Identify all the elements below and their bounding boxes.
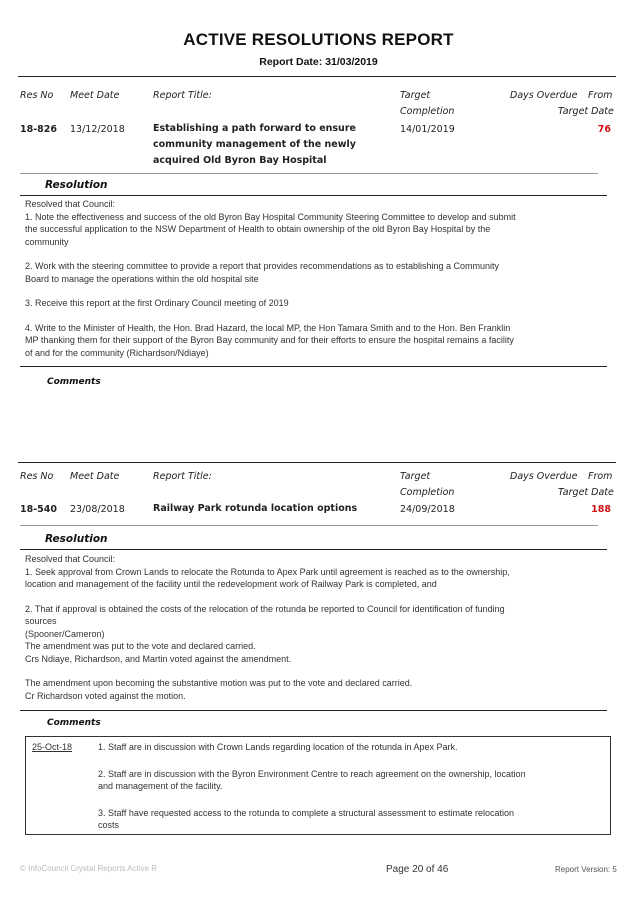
col-target-date: Target Date (558, 487, 614, 498)
report-version: Report Version: 5 (555, 865, 617, 874)
resolution-text (25, 553, 605, 702)
col-from: From (588, 90, 613, 101)
report-title-cell (153, 501, 393, 517)
comment-items (98, 741, 598, 832)
resolution-line: sources (25, 616, 57, 626)
resolution-line: location and management of the facility until the redevelopment work of Railway Park is completed, and (25, 579, 437, 589)
col-res-no: Res No (20, 471, 54, 482)
title-line: Railway Park rotunda location options (153, 503, 358, 514)
comment-line: 2. Staff are in discussion with the Byron Environment Centre to reach agreement on the ownership, location (98, 768, 526, 779)
days-overdue: 76 (597, 124, 611, 135)
resolution-label: Resolution (45, 533, 108, 545)
title-line: community management of the newly (153, 139, 356, 150)
resolution-label: Resolution (45, 179, 108, 191)
resolution-divider (20, 549, 607, 550)
resolution-line: The amendment upon becoming the substantive motion was put to the vote and declared carried. (25, 678, 413, 688)
comment-line: 3. Staff have requested access to the rotunda to complete a structural assessment to estimate relocation (98, 807, 515, 818)
resolution-intro: Resolved that Council: (25, 199, 116, 209)
resolution-line: of and for the community (Richardson/Ndiaye) (25, 347, 209, 358)
comment-line: and management of the facility. (98, 781, 223, 791)
col-days-overdue: Days Overdue (510, 471, 578, 482)
resolution-line: 4. Write to the Minister of Health, the Hon. Brad Hazard, the local MP, the Hon Tamara Smith and to the Hon. Ben Franklin (25, 322, 511, 333)
resolution-line: community (25, 236, 69, 247)
resolution-divider (20, 195, 607, 196)
footer-left: © InfoCouncil Crystal Reports Active R (20, 864, 158, 873)
days-overdue: 188 (591, 504, 611, 515)
title-line: acquired Old Byron Bay Hospital (153, 155, 327, 166)
comment-date: 25-Oct-18 (32, 742, 73, 752)
resolution-end-divider (20, 366, 607, 367)
resolution-line: 1. Seek approval from Crown Lands to relocate the Rotunda to Apex Park until agreement is reached as to the ownership, (25, 566, 510, 577)
resolution-line: (Spooner/Cameron) (25, 628, 105, 639)
comments-label: Comments (47, 718, 101, 728)
resolution-line: MP thanking them for their support of the Byron Bay community and for their efforts to ensure the hospital remains a facility (25, 335, 514, 345)
col-target: Target (400, 90, 431, 101)
report-title-cell (153, 121, 393, 169)
resolution-line: 2. Work with the steering committee to provide a report that provides recommendations as to establishing a Community (25, 261, 500, 271)
resolution-text (25, 198, 605, 359)
target-completion: 24/09/2018 (400, 504, 455, 515)
resolution-line: 1. Note the effectiveness and success of the old Byron Bay Hospital Community Steering Committee to develop and submit (25, 211, 516, 222)
row-divider (20, 525, 598, 526)
resolution-intro: Resolved that Council: (25, 554, 116, 564)
col-report-title: Report Title: (153, 90, 212, 101)
record-divider (18, 462, 616, 463)
col-report-title: Report Title: (153, 471, 212, 482)
res-no: 18-826 (20, 124, 57, 135)
resolution-line: 2. That if approval is obtained the costs of the relocation of the rotunda be reported to Council for identification of funding (25, 603, 505, 614)
col-days-overdue: Days Overdue (510, 90, 578, 101)
resolution-line: Cr Richardson voted against the motion. (25, 690, 186, 701)
title-line: Establishing a path forward to ensure (153, 123, 356, 134)
meet-date: 23/08/2018 (70, 504, 125, 515)
title-divider (18, 76, 616, 77)
col-meet-date: Meet Date (70, 90, 120, 101)
col-completion: Completion (400, 106, 455, 117)
meet-date: 13/12/2018 (70, 124, 125, 135)
col-res-no: Res No (20, 90, 54, 101)
resolution-line: Crs Ndiaye, Richardson, and Martin voted against the amendment. (25, 653, 292, 664)
res-no: 18-540 (20, 504, 57, 515)
resolution-line: the successful application to the NSW Department of Health to obtain ownership of the old Byron Bay Hospital by the (25, 224, 491, 234)
report-date: Report Date: 31/03/2019 (259, 56, 378, 68)
col-from: From (588, 471, 613, 482)
report-title: ACTIVE RESOLUTIONS REPORT (183, 30, 454, 49)
col-meet-date: Meet Date (70, 471, 120, 482)
col-target-date: Target Date (558, 106, 614, 117)
resolution-end-divider (20, 710, 607, 711)
resolution-line: Board to manage the operations within the old hospital site (25, 273, 259, 284)
col-completion: Completion (400, 487, 455, 498)
page-number: Page 20 of 46 (386, 864, 449, 875)
target-completion: 14/01/2019 (400, 124, 455, 135)
comment-line: costs (98, 820, 120, 830)
resolution-line: 3. Receive this report at the first Ordinary Council meeting of 2019 (25, 298, 289, 308)
resolution-line: The amendment was put to the vote and declared carried. (25, 641, 256, 651)
col-target: Target (400, 471, 431, 482)
row-divider (20, 173, 598, 174)
comments-label: Comments (47, 377, 101, 387)
comment-line: 1. Staff are in discussion with Crown Lands regarding location of the rotunda in Apex Park. (98, 742, 458, 752)
comment-box (25, 736, 611, 835)
